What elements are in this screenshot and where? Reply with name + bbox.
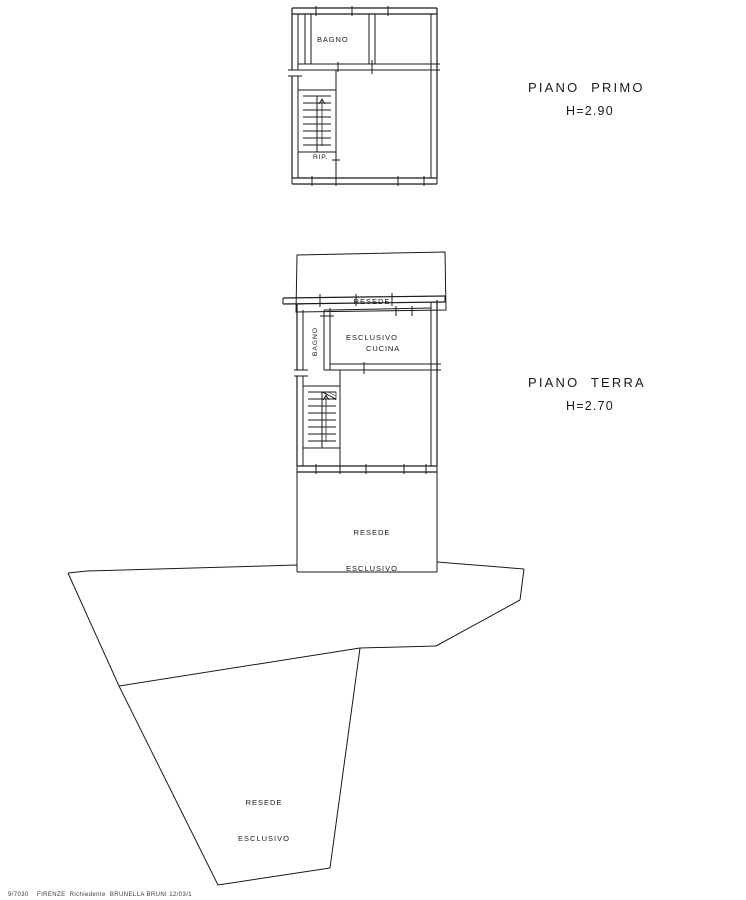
area-label-resede-centrale-line2: ESCLUSIVO (346, 564, 398, 573)
room-label-bagno-terra: BAGNO (312, 327, 319, 357)
floor-title-piano-terra: PIANO TERRA (528, 375, 646, 390)
document-footer: 9/7030 FIRENZE Richiedente BRUNELLA BRUNI 12/03/1 (8, 892, 193, 898)
room-label-cucina-terra: CUCINA (366, 344, 401, 353)
floor-title-piano-primo: PIANO PRIMO (528, 80, 645, 95)
room-label-rip-primo: RIP. (313, 154, 329, 161)
area-label-resede-sud-line2: ESCLUSIVO (238, 834, 290, 843)
area-label-resede-sud-line1: RESEDE (245, 798, 283, 807)
floor-height-piano-primo: H=2.90 (566, 104, 614, 118)
area-label-resede-centrale-line1: RESEDE (353, 528, 391, 537)
piano-primo-geometry (288, 6, 440, 186)
floor-height-piano-terra: H=2.70 (566, 399, 614, 413)
room-label-bagno-primo: BAGNO (317, 35, 349, 44)
area-label-resede-nord-line1: RESEDE (353, 297, 391, 306)
area-label-resede-nord-line2: ESCLUSIVO (346, 333, 398, 342)
